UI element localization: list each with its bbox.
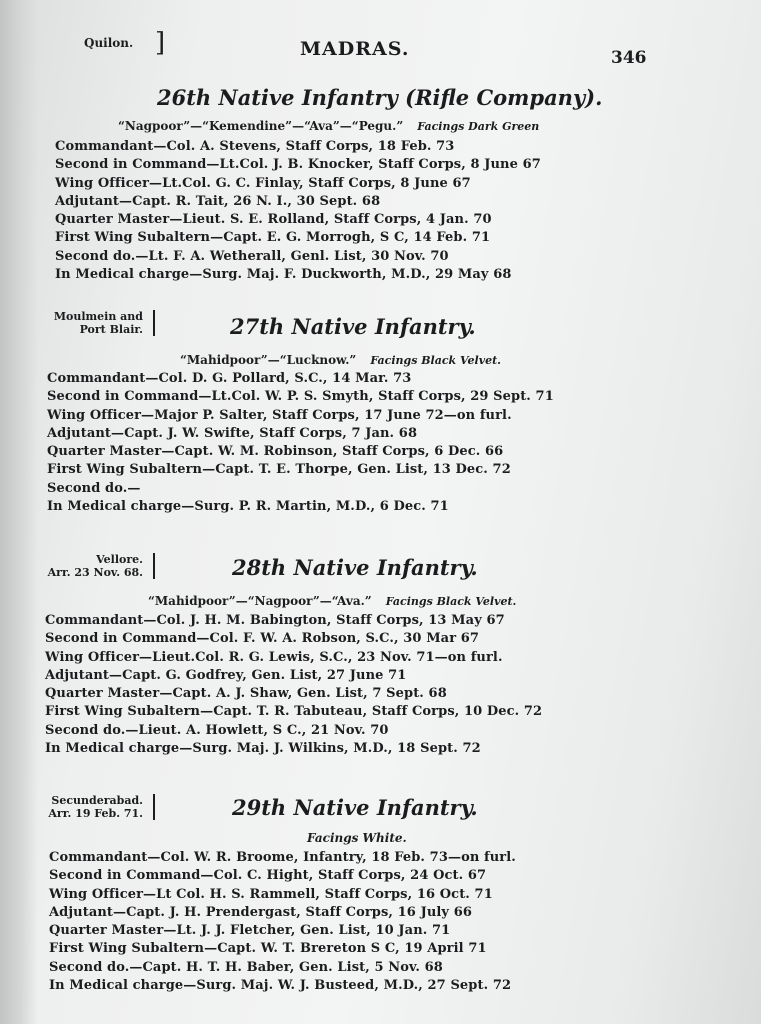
officer-list	[55, 138, 541, 284]
officer-entry: Second in Command—Lt.Col. W. P. S. Smyth, Staff Corps, 29 Sept. 71	[47, 389, 554, 405]
regiment-title: 29th Native Infantry.	[232, 795, 478, 820]
officer-entry: Second do.—Lieut. A. Howlett, S C., 21 Nov. 70	[45, 722, 389, 738]
officer-entry: Second in Command—Col. C. Hight, Staff Corps, 24 Oct. 67	[49, 868, 487, 884]
officer-entry: First Wing Subaltern—Capt. T. E. Thorpe, Gen. List, 13 Dec. 72	[47, 462, 511, 478]
officer-entry: First Wing Subaltern—Capt. E. G. Morrogh, S C, 14 Feb. 71	[55, 230, 491, 246]
officer-entry: Second do.—Lt. F. A. Wetherall, Genl. List, 30 Nov. 70	[55, 248, 449, 264]
page-header	[0, 28, 761, 76]
honours-text: “Nagpoor”—“Kemendine”—“Ava”—“Pegu.”	[118, 119, 404, 133]
regiment-honours	[180, 353, 501, 367]
station-label: Moulmein and Port Blair.	[54, 310, 155, 336]
honours-text: “Mahidpoor”—“Lucknow.”	[180, 353, 357, 367]
officer-entry: Wing Officer—Lt Col. H. S. Rammell, Staff Corps, 16 Oct. 71	[49, 886, 493, 902]
facings-text: Facings White.	[307, 831, 407, 845]
officer-entry: In Medical charge—Surg. P. R. Martin, M.D., 6 Dec. 71	[47, 499, 449, 515]
officer-entry: Adjutant—Capt. R. Tait, 26 N. I., 30 Sept. 68	[55, 193, 381, 209]
facings-text: Facings Black Velvet.	[385, 595, 517, 608]
officer-entry: Adjutant—Capt. G. Godfrey, Gen. List, 27 June 71	[45, 667, 407, 683]
officer-entry: Second do.—Capt. H. T. H. Baber, Gen. List, 5 Nov. 68	[49, 959, 443, 975]
officer-entry: Commandant—Col. D. G. Pollard, S.C., 14 Mar. 73	[47, 371, 412, 386]
officer-entry: In Medical charge—Surg. Maj. W. J. Busteed, M.D., 27 Sept. 72	[49, 978, 512, 994]
station-label: Vellore. Arr. 23 Nov. 68.	[48, 553, 155, 579]
header-bracket: ]	[155, 28, 166, 58]
facings-text: Facings Black Velvet.	[370, 354, 502, 367]
officer-entry: Commandant—Col. A. Stevens, Staff Corps, 18 Feb. 73	[55, 139, 455, 154]
officer-entry: In Medical charge—Surg. Maj. F. Duckworth, M.D., 29 May 68	[55, 267, 512, 283]
officer-entry: Adjutant—Capt. J. H. Prendergast, Staff Corps, 16 July 66	[49, 904, 472, 920]
facings-text: Facings Dark Green	[417, 120, 540, 133]
officer-entry-highlighted: Adjutant—Capt. J. W. Swifte, Staff Corps, 7 Jan. 68	[47, 425, 554, 443]
officer-entry: First Wing Subaltern—Capt. W. T. Brereton S C, 19 April 71	[49, 941, 487, 957]
officer-entry: Second in Command—Lt.Col. J. B. Knocker, Staff Corps, 8 June 67	[55, 157, 541, 173]
header-presidency: MADRAS.	[300, 38, 410, 60]
officer-entry: Quarter Master—Lt. J. J. Fletcher, Gen. List, 10 Jan. 71	[49, 923, 451, 939]
regiment-honours	[118, 119, 539, 133]
officer-entry: Second in Command—Col. F. W. A. Robson, S.C., 30 Mar 67	[45, 631, 480, 647]
honours-text: “Mahidpoor”—“Nagpoor”—“Ava.”	[148, 594, 372, 608]
officer-entry: Wing Officer—Lt.Col. G. C. Finlay, Staff Corps, 8 June 67	[55, 175, 471, 191]
regiment-honours	[148, 594, 516, 608]
page-fold-shadow	[0, 0, 38, 1024]
officer-entry: Commandant—Col. W. R. Broome, Infantry, 18 Feb. 73—on furl.	[49, 850, 516, 865]
officer-entry: Quarter Master—Lieut. S. E. Rolland, Staff Corps, 4 Jan. 70	[55, 212, 492, 228]
regiment-title: 28th Native Infantry.	[232, 555, 478, 580]
regiment-title: 26th Native Infantry (Rifle Company).	[157, 85, 603, 110]
officer-entry: Wing Officer—Lieut.Col. R. G. Lewis, S.C., 23 Nov. 71—on furl.	[45, 649, 503, 665]
officer-entry: Quarter Master—Capt. A. J. Shaw, Gen. List, 7 Sept. 68	[45, 686, 447, 702]
officer-list	[45, 612, 542, 758]
officer-entry: Wing Officer—Major P. Salter, Staff Corps, 17 June 72—on furl.	[47, 407, 512, 423]
officer-entry: First Wing Subaltern—Capt. T. R. Tabuteau, Staff Corps, 10 Dec. 72	[45, 704, 543, 720]
officer-entry: In Medical charge—Surg. Maj. J. Wilkins, M.D., 18 Sept. 72	[45, 741, 481, 757]
officer-list	[49, 849, 516, 995]
page-number: 346	[611, 48, 647, 68]
officer-entry: Commandant—Col. J. H. M. Babington, Staff Corps, 13 May 67	[45, 613, 505, 628]
officer-entry: Second do.—	[47, 480, 141, 496]
regiment-title: 27th Native Infantry.	[230, 314, 476, 339]
officer-entry: Quarter Master—Capt. W. M. Robinson, Staff Corps, 6 Dec. 66	[47, 444, 504, 460]
officer-list	[47, 370, 554, 516]
station-label: Secunderabad. Arr. 19 Feb. 71.	[48, 794, 155, 820]
header-location: Quilon.	[84, 36, 134, 50]
